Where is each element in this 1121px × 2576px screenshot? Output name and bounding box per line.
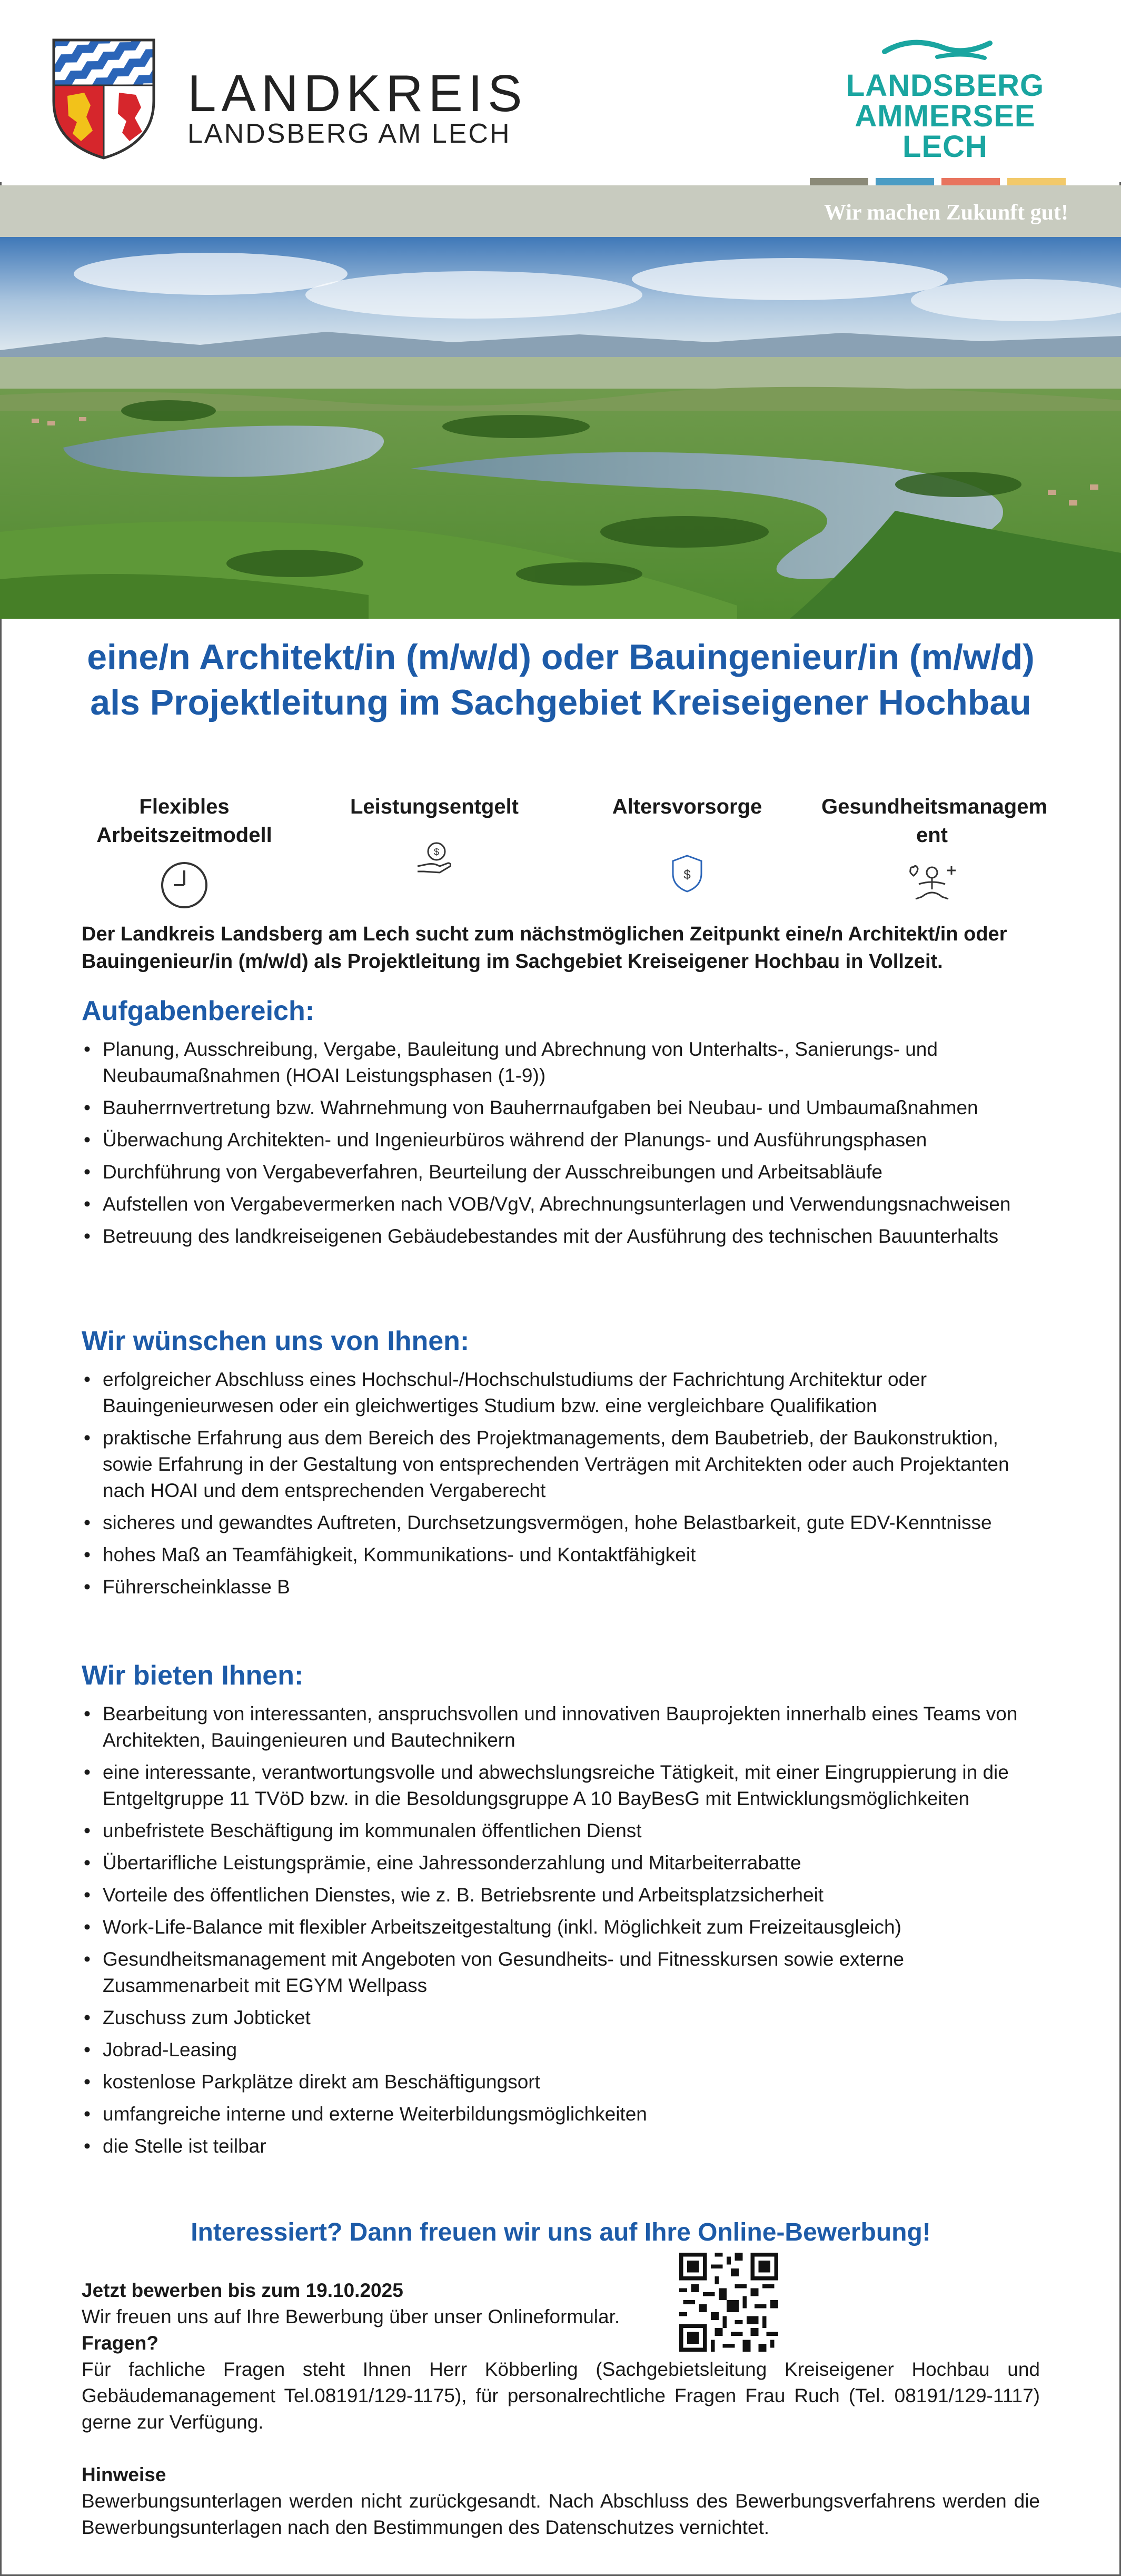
brand-line-1: LANDSBERG — [846, 68, 1045, 103]
slogan: Wir machen Zukunft gut! — [824, 201, 1068, 225]
list-item: • Betreuung des landkreiseigenen Gebäudebestandes mit der Ausführung des technischen Bauunterhalts — [82, 1223, 1040, 1250]
list-item: • Work-Life-Balance mit flexibler Arbeitszeitgestaltung (inkl. Möglichkeit zum Freizeitausgleich) — [82, 1914, 1040, 1940]
intro-text: Der Landkreis Landsberg am Lech sucht zum nächstmöglichen Zeitpunkt eine/n Architekt/in oder Bauingenieur/in (m/w/d) als Projektleitung im Sachgebiet Kreiseigener Hochbau in Vollzeit. — [82, 923, 1007, 973]
benefit-label: Leistungsentgelt — [350, 795, 519, 818]
list-item: • Durchführung von Vergabeverfahren, Beurteilung der Ausschreibungen und Arbeitsabläufe — [82, 1159, 1040, 1185]
wave-logo-icon — [879, 36, 1011, 65]
offer-list — [82, 1701, 1040, 2159]
wellness-icon — [903, 859, 961, 906]
list-item: • sicheres und gewandtes Auftreten, Durchsetzungsvermögen, hohe Belastbarkeit, gute EDV-Kenntnisse — [82, 1510, 1040, 1536]
list-item: • Aufstellen von Vergabevermerken nach VOB/VgV, Abrechnungsunterlagen und Verwendungsnachweisen — [82, 1191, 1040, 1217]
brand-line-3: LECH — [902, 130, 988, 164]
list-item: • unbefristete Beschäftigung im kommunalen öffentlichen Dienst — [82, 1818, 1040, 1844]
stripe-4 — [1007, 178, 1066, 185]
list-item: • praktische Erfahrung aus dem Bereich des Projektmanagements, dem Baubetrieb, der Baukonstruktion, sowie Erfahrung in der Gestaltung von entsprechenden Verträgen mit Architekten oder auch Projektanten nach HOAI und dem entsprechenden Vergaberecht — [82, 1425, 1040, 1504]
list-item: • Vorteile des öffentlichen Dienstes, wie z. B. Betriebsrente und Arbeitsplatzsicherheit — [82, 1882, 1040, 1908]
coat-of-arms-icon — [52, 38, 156, 160]
benefit-label: Gesundheitsmanagem ent — [821, 795, 1048, 847]
clock-icon — [158, 859, 211, 911]
requirements-section — [82, 1324, 1040, 1606]
stripe-1 — [810, 178, 868, 185]
landscape-photo — [0, 237, 1121, 619]
benefit-flexible-hours — [74, 792, 295, 911]
list-item: • Jobrad-Leasing — [82, 2037, 1040, 2063]
list-item: • Bearbeitung von interessanten, anspruchsvollen und innovativen Bauprojekten innerhalb eines Teams von Architekten, Bauingenieuren und Bautechnikern — [82, 1701, 1040, 1753]
benefit-label: Flexibles Arbeitszeitmodell — [96, 795, 272, 847]
list-item: • Führerscheinklasse B — [82, 1574, 1040, 1600]
requirements-heading: Wir wünschen uns von Ihnen: — [82, 1326, 470, 1356]
application-deadline: Jetzt bewerben bis zum 19.10.2025 — [82, 2280, 403, 2301]
benefit-health-management — [821, 792, 1048, 906]
notes-text: Bewerbungsunterlagen werden nicht zurückgesandt. Nach Abschluss des Bewerbungsverfahrens werden die Bewerbungsunterlagen nach den Bestimmungen des Datenschutzes vernichtet. — [82, 2490, 1040, 2538]
requirements-list — [82, 1366, 1040, 1600]
questions-text: Für fachliche Fragen steht Ihnen Herr Köbberling (Sachgebietsleitung Kreiseigener Hochbau und Gebäudemanagement Tel.08191/129-1175), für personalrechtliche Fragen Frau Ruch (Tel. 08191/129-1117) gerne zur Verfügung. — [82, 2359, 1040, 2433]
list-item: • Überwachung Architekten- und Ingenieurbüros während der Planungs- und Ausführungsphasen — [82, 1127, 1040, 1153]
list-item: • umfangreiche interne und externe Weiterbildungsmöglichkeiten — [82, 2101, 1040, 2127]
call-to-action: Interessiert? Dann freuen wir uns auf Ihre Online-Bewerbung! — [191, 2218, 931, 2246]
benefit-performance-pay — [324, 792, 545, 879]
benefit-pension — [577, 792, 798, 895]
header — [0, 0, 1121, 182]
job-title: eine/n Architekt/in (m/w/d) oder Bauingenieur/in (m/w/d) als Projektleitung im Sachgebiet Kreiseigener Hochbau — [87, 637, 1035, 722]
application-info — [82, 2277, 1040, 2541]
list-item: • eine interessante, verantwortungsvolle und abwechslungsreiche Tätigkeit, mit einer Eingruppierung in die Entgeltgruppe 11 TVöD bzw. in die Besoldungsgruppe A 10 BayBesG mit Entwicklungsmöglichkeiten — [82, 1759, 1040, 1812]
list-item: • die Stelle ist teilbar — [82, 2133, 1040, 2159]
offer-heading: Wir bieten Ihnen: — [82, 1660, 304, 1691]
tasks-heading: Aufgabenbereich: — [82, 996, 315, 1026]
list-item: • Gesundheitsmanagement mit Angeboten von Gesundheits- und Fitnesskursen sowie externe Zusammenarbeit mit EGYM Wellpass — [82, 1946, 1040, 1999]
slogan-band — [0, 185, 1121, 237]
money-hand-icon — [413, 837, 455, 879]
brand-logo — [832, 36, 1058, 167]
benefits-row — [74, 792, 1048, 914]
svg-text:$: $ — [683, 868, 691, 882]
district-subtitle: LANDSBERG AM LECH — [187, 118, 511, 149]
list-item: • Zuschuss zum Jobticket — [82, 2005, 1040, 2031]
list-item: • Planung, Ausschreibung, Vergabe, Bauleitung und Abrechnung von Unterhalts-, Sanierungs- und Neubaumaßnahmen (HOAI Leistungsphasen (1-9)) — [82, 1036, 1040, 1089]
list-item: • Übertarifliche Leistungsprämie, eine Jahressonderzahlung und Mitarbeiterrabatte — [82, 1850, 1040, 1876]
questions-heading: Fragen? — [82, 2332, 158, 2354]
tasks-section — [82, 994, 1040, 1255]
notes-heading: Hinweise — [82, 2464, 166, 2485]
list-item: • erfolgreicher Abschluss eines Hochschul-/Hochschulstudiums der Fachrichtung Architektur oder Bauingenieurwesen oder ein gleichwertiges Studium bzw. eine vergleichbare Qualifikation — [82, 1366, 1040, 1419]
online-form-note: Wir freuen uns auf Ihre Bewerbung über unser Onlineformular. — [82, 2306, 620, 2327]
svg-text:$: $ — [433, 847, 440, 857]
stripe-3 — [941, 178, 1000, 185]
shield-money-icon — [669, 853, 706, 895]
offer-section — [82, 1659, 1040, 2165]
brand-line-2: AMMERSEE — [855, 99, 1036, 133]
benefit-label: Altersvorsorge — [612, 795, 762, 818]
color-stripes — [810, 178, 1066, 185]
list-item: • Bauherrnvertretung bzw. Wahrnehmung von Bauherrnaufgaben bei Neubau- und Umbaumaßnahmen — [82, 1095, 1040, 1121]
stripe-2 — [876, 178, 934, 185]
tasks-list — [82, 1036, 1040, 1250]
list-item: • hohes Maß an Teamfähigkeit, Kommunikations- und Kontaktfähigkeit — [82, 1542, 1040, 1568]
list-item: • kostenlose Parkplätze direkt am Beschäftigungsort — [82, 2069, 1040, 2095]
district-title: LANDKREIS — [187, 64, 528, 122]
